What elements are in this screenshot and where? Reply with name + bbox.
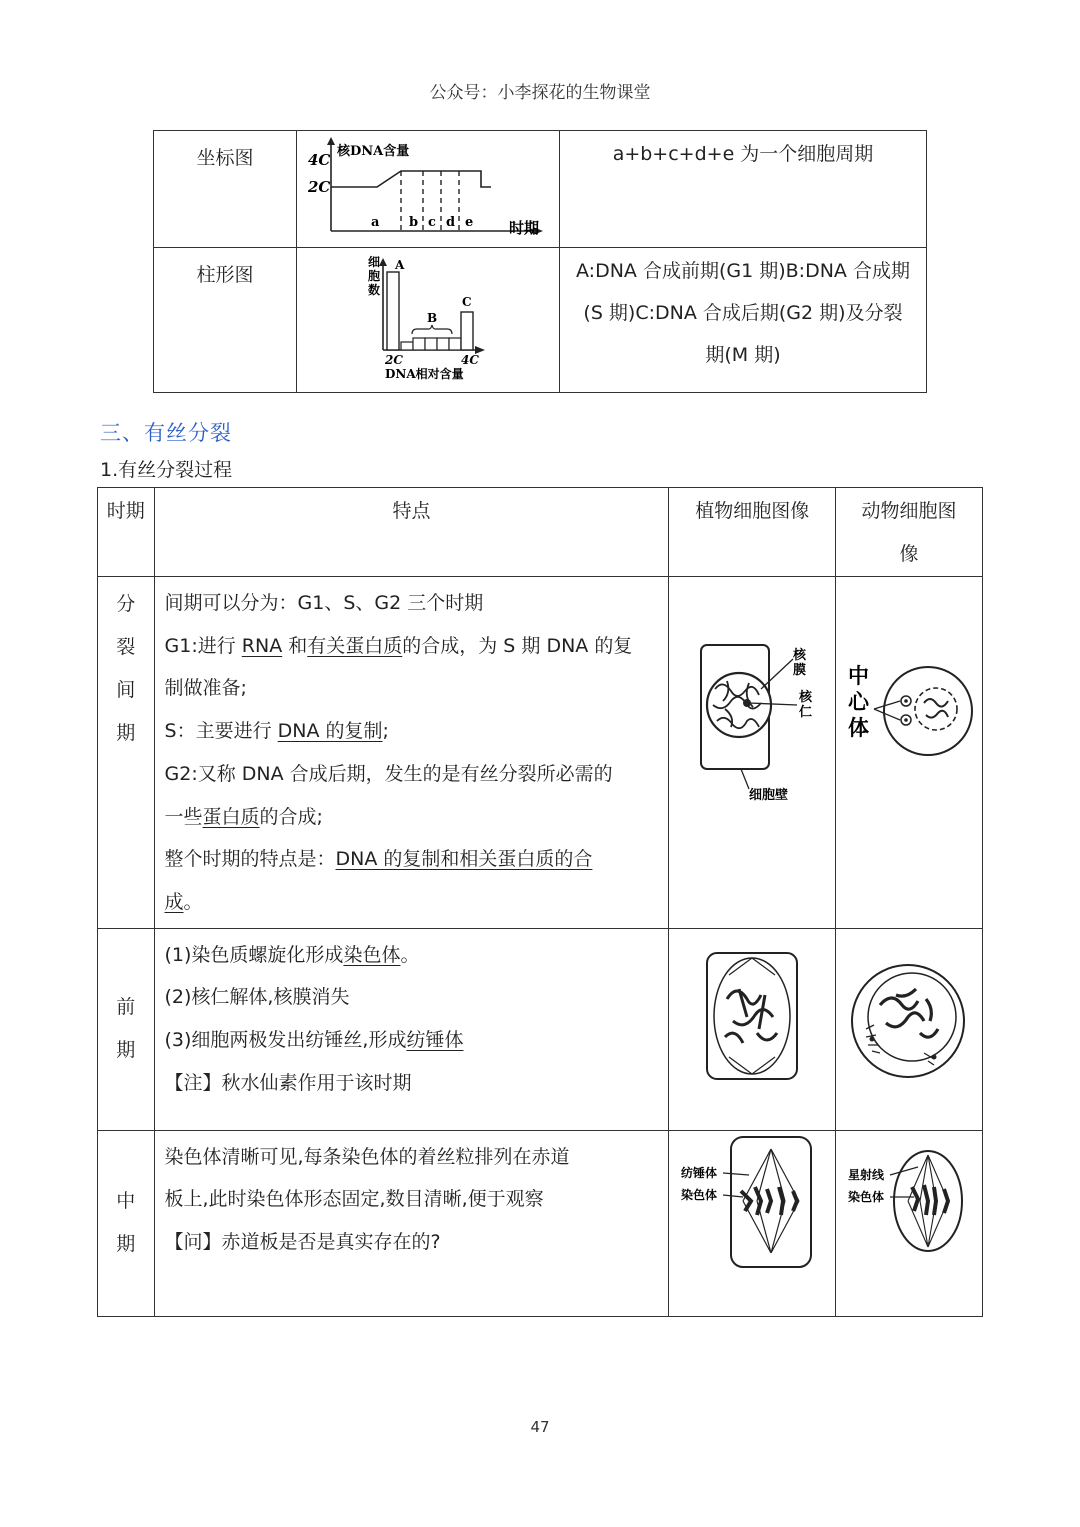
label-chromosome: 染色体 <box>681 1187 718 1202</box>
header-period: 时期 <box>98 488 155 577</box>
row-text <box>560 248 927 393</box>
animal-prophase-figure <box>836 929 982 1125</box>
tick-c: c <box>428 215 436 230</box>
plant-cell-prophase <box>669 928 836 1130</box>
y-tick-2c: 2C <box>308 178 331 196</box>
text-line: A:DNA 合成前期(G1 期)B:DNA 合成期 <box>576 260 910 282</box>
table-row <box>154 248 927 393</box>
mitosis-process-table <box>97 487 983 1317</box>
row-label-bar: 柱形图 <box>154 248 297 393</box>
page-header: 公众号：小李探花的生物课堂 <box>429 83 651 103</box>
label-nuclear-membrane: 核 <box>793 648 807 663</box>
svg-text:膜: 膜 <box>793 663 807 678</box>
text-line: 期(M 期) <box>705 344 781 366</box>
features-prophase: (1)染色质螺旋化形成染色体。 (2)核仁解体,核膜消失 (3)细胞两极发出纺锤丝,形成纺锤体 【注】秋水仙素作用于该时期 <box>154 928 669 1130</box>
plant-interphase-figure <box>669 577 833 913</box>
label-chromosome: 染色体 <box>848 1189 885 1204</box>
x-axis-title: 时期 <box>509 219 540 237</box>
row-text <box>560 131 927 248</box>
dna-content-line <box>331 171 491 187</box>
tick-e: e <box>465 215 474 230</box>
header-plant-image: 植物细胞图像 <box>669 488 836 577</box>
features-interphase: 间期可以分为：G1、S、G2 三个时期 G1:进行 RNA 和有关蛋白质的合成，为 S 期 DNA 的复 制做准备; S：主要进行 DNA 的复制; G2:又称 DNA 合成后期，发生的是有丝分裂所必需的 一些蛋白质的合成; 整个时期的特点是：DNA 的复制和相关蛋白质的合 成。 <box>154 577 669 929</box>
text-line: a+b+c+d+e 为一个细胞周期 <box>612 143 874 165</box>
tick-d: d <box>446 215 456 230</box>
table-row-prophase <box>98 928 983 1130</box>
subsection-title: 1.有丝分裂过程 <box>100 459 233 481</box>
animal-cell-metaphase <box>836 1130 983 1316</box>
y-tick-4c: 4C <box>308 151 331 169</box>
plant-metaphase-figure <box>669 1131 833 1311</box>
header-features: 特点 <box>154 488 669 577</box>
tick-a: a <box>371 215 380 230</box>
x-tick-4c: 4C <box>461 353 479 367</box>
animal-cell-interphase <box>836 577 983 929</box>
y-title-char: 胞 <box>368 269 381 283</box>
y-axis-title: 核DNA含量 <box>337 144 410 159</box>
svg-text:仁: 仁 <box>799 705 813 720</box>
y-title-char: 数 <box>368 283 381 297</box>
label-centrosome: 中 <box>848 663 869 688</box>
section-title: 三、有丝分裂 <box>100 421 232 445</box>
bar-a <box>387 272 399 350</box>
header-animal-image <box>836 488 983 577</box>
dna-content-bar-graph <box>297 248 560 393</box>
bar-b-label: B <box>427 311 438 325</box>
plant-cell-metaphase <box>669 1130 836 1316</box>
svg-text:心: 心 <box>848 689 869 714</box>
label-astral-rays: 星射线 <box>848 1167 885 1182</box>
period-metaphase: 中 期 <box>98 1130 155 1316</box>
row-label-coordinate: 坐标图 <box>154 131 297 248</box>
table-header-row <box>98 488 983 577</box>
x-tick-2c: 2C <box>385 353 403 367</box>
table-row <box>154 131 927 248</box>
x-axis-title: DNA相对含量 <box>385 367 464 381</box>
plant-prophase-figure <box>669 929 833 1125</box>
table-row-metaphase <box>98 1130 983 1316</box>
animal-interphase-figure <box>836 577 982 913</box>
table-row-interphase <box>98 577 983 929</box>
bar-c <box>461 312 473 350</box>
features-metaphase: 染色体清晰可见,每条染色体的着丝粒排列在赤道 板上,此时染色体形态固定,数目清晰,便于观察 【问】赤道板是否是真实存在的? <box>154 1130 669 1316</box>
label-spindle: 纺锤体 <box>681 1165 718 1180</box>
bar-c-label: C <box>462 295 472 309</box>
line-graph-figure <box>297 131 559 243</box>
bar-graph-figure <box>297 248 559 388</box>
svg-text:体: 体 <box>848 715 869 740</box>
tick-b: b <box>409 215 419 230</box>
animal-cell-prophase <box>836 928 983 1130</box>
header-animal-line: 像 <box>899 543 919 565</box>
period-prophase: 前 期 <box>98 928 155 1130</box>
dna-content-line-graph <box>297 131 560 248</box>
text-line: (S 期)C:DNA 合成后期(G2 期)及分裂 <box>583 302 903 324</box>
period-interphase: 分 裂 间 期 <box>98 577 155 929</box>
y-title-char: 细 <box>368 255 381 269</box>
label-cell-wall: 细胞壁 <box>749 788 789 803</box>
bar-a-label: A <box>395 258 405 272</box>
header-animal-line: 动物细胞图 <box>861 500 957 522</box>
animal-metaphase-figure <box>836 1131 982 1311</box>
page-number: 47 <box>530 1418 550 1436</box>
plant-cell-interphase <box>669 577 836 929</box>
label-nucleolus: 核 <box>799 690 813 705</box>
cell-cycle-graph-table <box>153 130 927 393</box>
